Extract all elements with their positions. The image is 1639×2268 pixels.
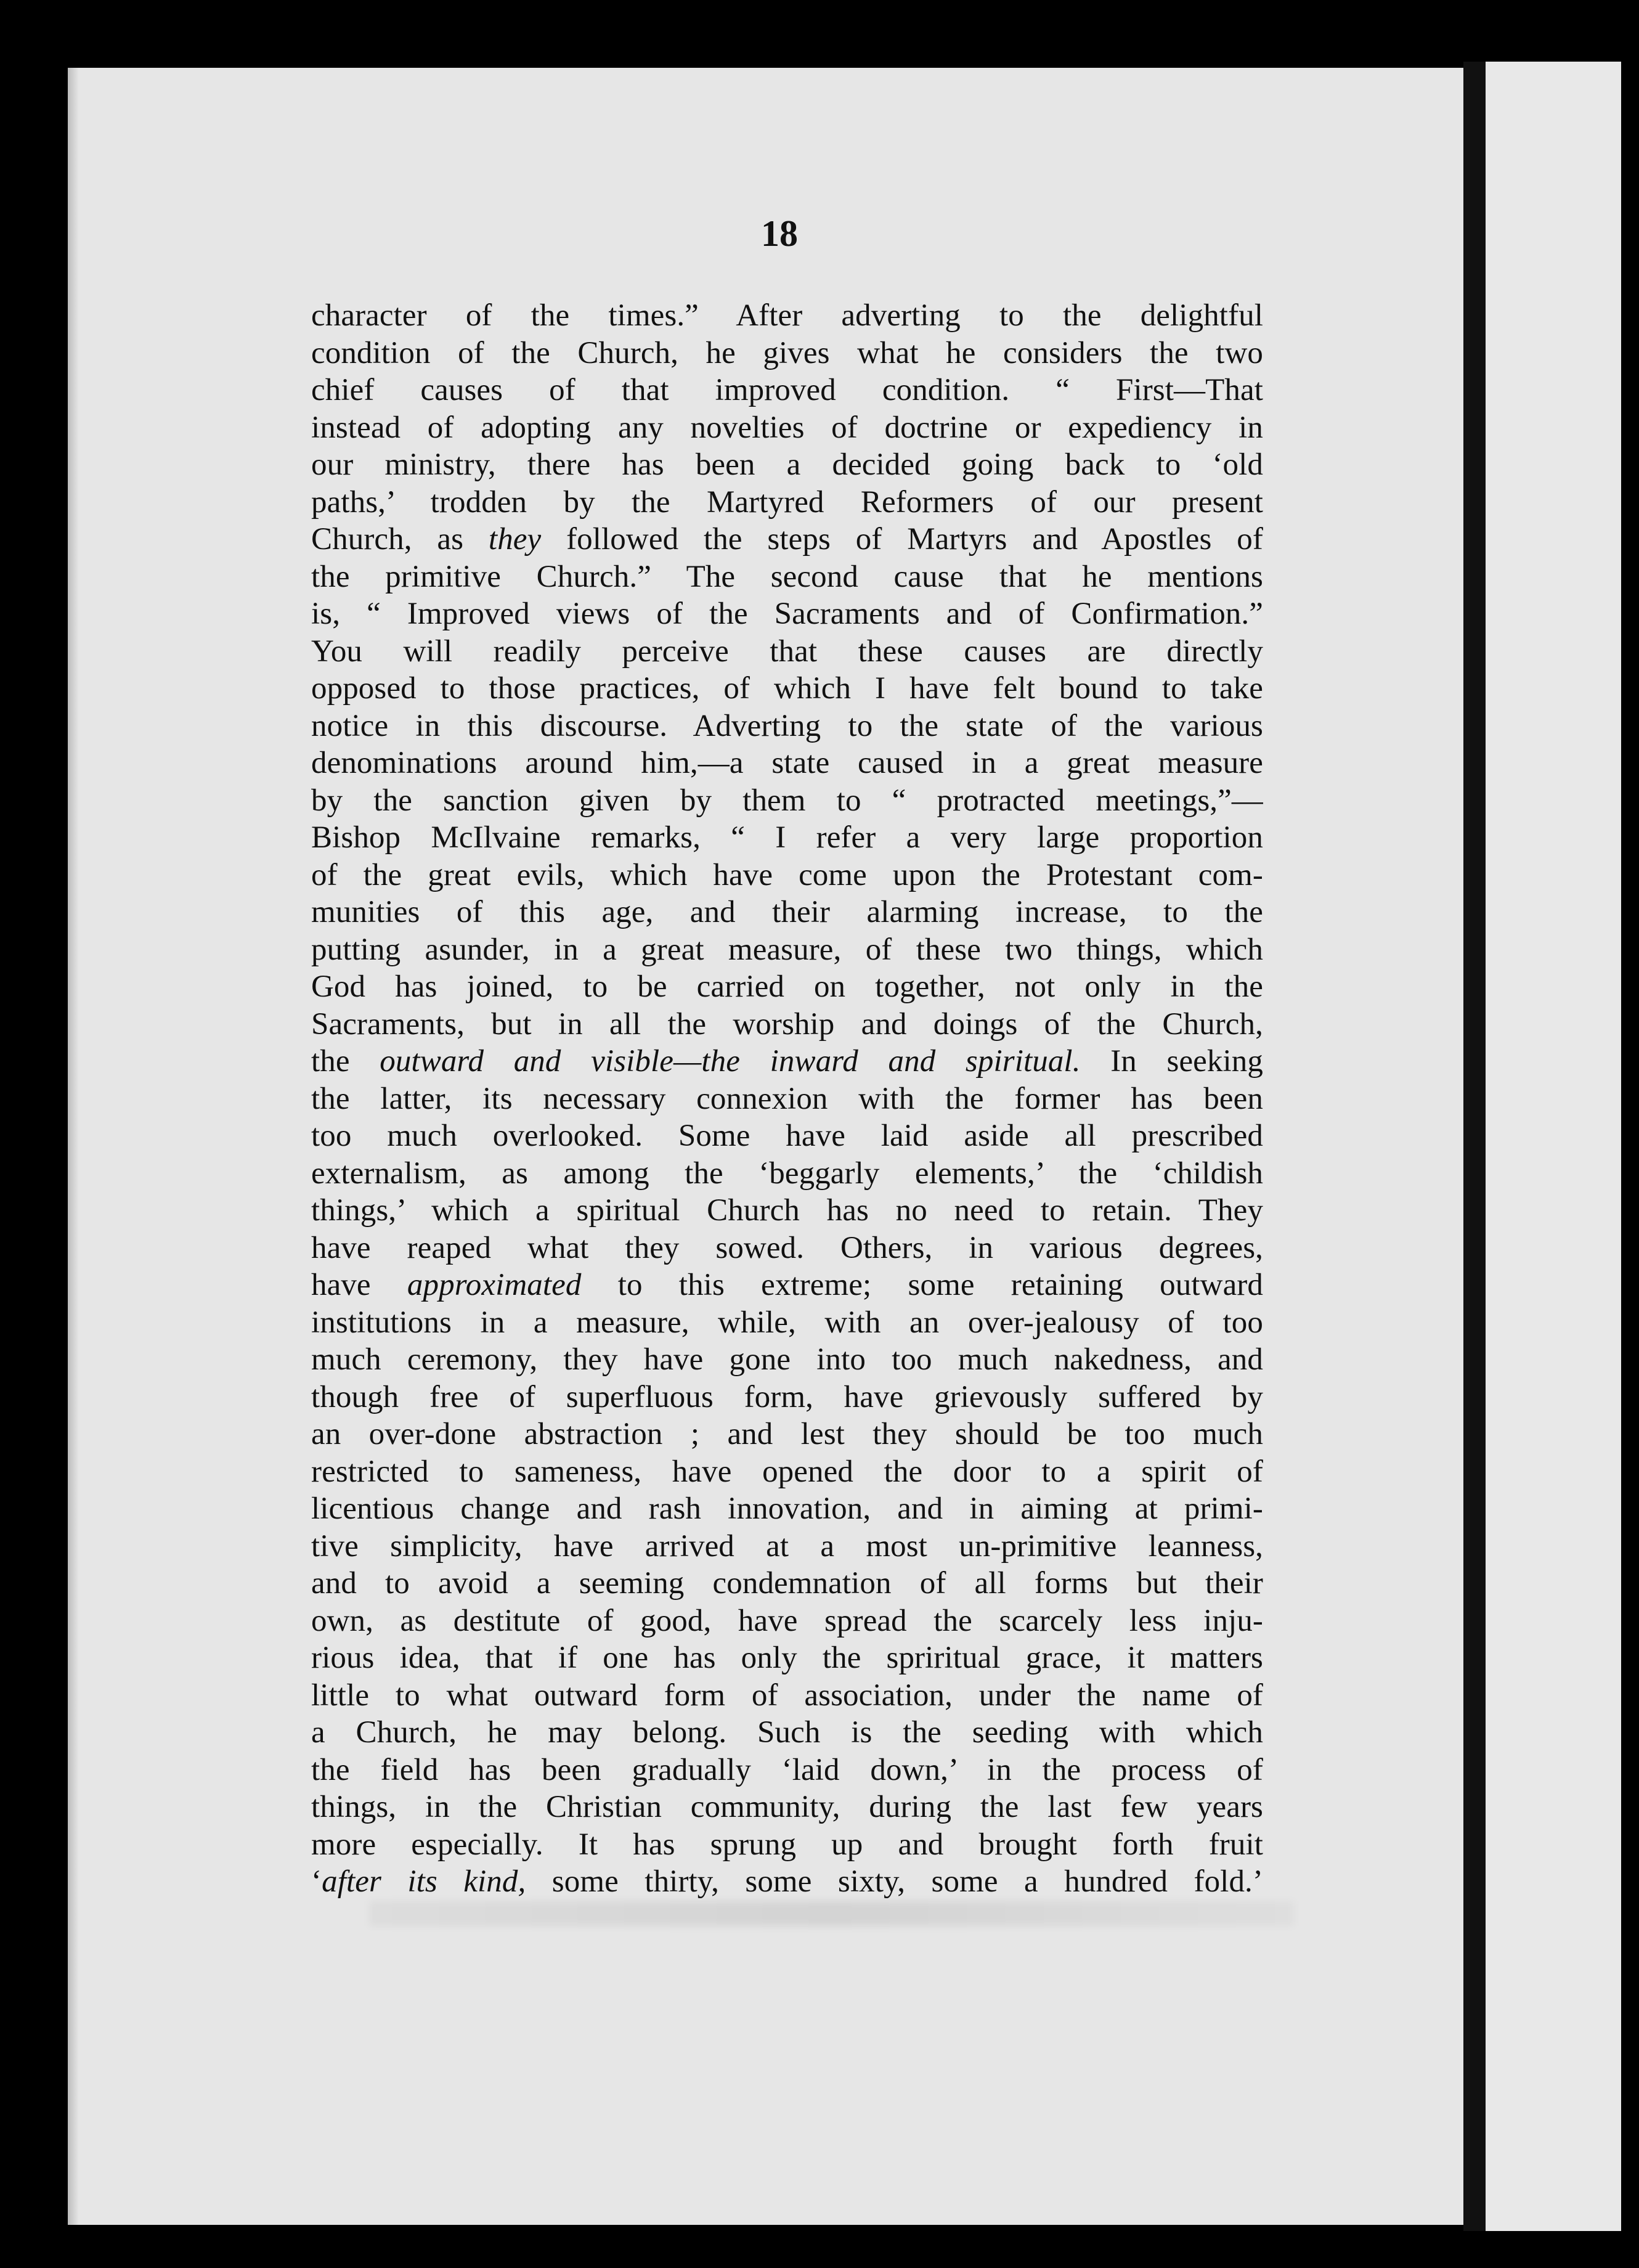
text-line bbox=[311, 1789, 1263, 1826]
text-line bbox=[311, 1677, 1263, 1715]
text-line bbox=[311, 1006, 1263, 1043]
text-span: have bbox=[311, 1268, 407, 1302]
text-line bbox=[311, 595, 1263, 633]
text-span: God has joined, to be carried on together, not only in the bbox=[311, 969, 1263, 1004]
adjacent-page-edge bbox=[1486, 62, 1621, 2231]
text-line bbox=[311, 857, 1263, 894]
text-span: by the sanction given by them to “ protracted meetings,”— bbox=[311, 783, 1263, 818]
page-number: 18 bbox=[761, 213, 798, 254]
text-span: the primitive Church.” The second cause that he mentions bbox=[311, 559, 1263, 594]
text-line bbox=[311, 1230, 1263, 1267]
text-span: little to what outward form of association, under the name of bbox=[311, 1678, 1263, 1713]
text-line bbox=[311, 335, 1263, 372]
italic-text-span: they bbox=[488, 522, 542, 557]
text-span: the field has been gradually ‘laid down,’ in the process of bbox=[311, 1752, 1263, 1787]
text-line bbox=[311, 633, 1263, 671]
text-span: Church, as bbox=[311, 522, 489, 557]
text-span: though free of superfluous form, have grievously suffered by bbox=[311, 1379, 1263, 1414]
text-span: a Church, he may belong. Such is the seeding with which bbox=[311, 1715, 1263, 1750]
text-line bbox=[311, 1863, 1263, 1901]
text-span: ‘ bbox=[311, 1864, 322, 1899]
italic-text-span: outward and visible—the inward and spiritual. bbox=[380, 1044, 1081, 1079]
text-span: chief causes of that improved condition. “ First—That bbox=[311, 373, 1263, 407]
text-line bbox=[311, 708, 1263, 745]
text-line bbox=[311, 1565, 1263, 1602]
text-span: more especially. It has sprung up and brought forth fruit bbox=[311, 1827, 1263, 1862]
text-line bbox=[311, 782, 1263, 820]
text-line bbox=[311, 372, 1263, 409]
text-span: some thirty, some sixty, some a hundred fold.’ bbox=[526, 1864, 1263, 1899]
text-span: an over-done abstraction ; and lest they should be too much bbox=[311, 1417, 1263, 1451]
page-shadow-edge bbox=[68, 68, 79, 2225]
text-line bbox=[311, 1528, 1263, 1565]
text-span: is, “ Improved views of the Sacraments and of Confirmation.” bbox=[311, 597, 1263, 631]
text-line bbox=[311, 1752, 1263, 1789]
text-line bbox=[311, 894, 1263, 931]
text-span: rious idea, that if one has only the spriritual grace, it matters bbox=[311, 1641, 1263, 1675]
body-text bbox=[311, 297, 1263, 1901]
text-span: In seeking bbox=[1080, 1044, 1263, 1079]
text-line bbox=[311, 1080, 1263, 1118]
text-span: denominations around him,—a state caused in a great measure bbox=[311, 746, 1263, 780]
text-line bbox=[311, 1192, 1263, 1230]
text-span: paths,’ trodden by the Martyred Reformers of our present bbox=[311, 484, 1263, 520]
text-line bbox=[311, 484, 1263, 521]
text-span: licentious change and rash innovation, and in aiming at primi- bbox=[311, 1491, 1263, 1526]
text-line bbox=[311, 446, 1263, 484]
text-line bbox=[311, 931, 1263, 969]
text-span: instead of adopting any novelties of doctrine or expediency in bbox=[311, 410, 1263, 445]
text-span: putting asunder, in a great measure, of these two things, which bbox=[311, 932, 1263, 967]
text-span: restricted to sameness, have opened the door to a spirit of bbox=[311, 1454, 1263, 1489]
text-span: too much overlooked. Some have laid aside all prescribed bbox=[311, 1119, 1263, 1153]
text-span: externalism, as among the ‘beggarly elements,’ the ‘childish bbox=[311, 1156, 1263, 1191]
text-line bbox=[311, 297, 1263, 335]
bleed-through-text bbox=[370, 1901, 1294, 1926]
text-span: followed the steps of Martyrs and Apostles of bbox=[541, 522, 1263, 557]
text-span: things,’ which a spiritual Church has no need to retain. They bbox=[311, 1193, 1263, 1228]
text-span: the latter, its necessary connexion with the former has been bbox=[311, 1081, 1263, 1116]
text-span: Bishop McIlvaine remarks, “ I refer a very large proportion bbox=[311, 820, 1263, 855]
text-line bbox=[311, 1714, 1263, 1752]
text-line bbox=[311, 1304, 1263, 1342]
text-span: character of the times.” After adverting to the delightful bbox=[311, 298, 1263, 333]
text-line bbox=[311, 1341, 1263, 1379]
text-span: You will readily perceive that these causes are directly bbox=[311, 634, 1263, 669]
italic-text-span: approximated bbox=[407, 1268, 582, 1302]
text-line bbox=[311, 521, 1263, 558]
text-span: institutions in a measure, while, with an over-jealousy of too bbox=[311, 1305, 1263, 1340]
text-span: much ceremony, they have gone into too much nakedness, and bbox=[311, 1342, 1263, 1377]
text-span: opposed to those practices, of which I have felt bound to take bbox=[311, 671, 1263, 706]
text-span: the bbox=[311, 1044, 380, 1079]
text-line bbox=[311, 1043, 1263, 1080]
text-span: condition of the Church, he gives what he considers the two bbox=[311, 335, 1263, 370]
text-span: and to avoid a seeming condemnation of all forms but their bbox=[311, 1566, 1263, 1601]
text-span: to this extreme; some retaining outward bbox=[581, 1268, 1263, 1302]
text-span: munities of this age, and their alarming increase, to the bbox=[311, 895, 1263, 929]
text-line bbox=[311, 1155, 1263, 1193]
text-line bbox=[311, 819, 1263, 857]
text-span: have reaped what they sowed. Others, in various degrees, bbox=[311, 1230, 1263, 1265]
text-span: things, in the Christian community, during the last few years bbox=[311, 1790, 1263, 1824]
italic-text-span: after its kind, bbox=[322, 1864, 526, 1899]
text-line bbox=[311, 744, 1263, 782]
text-line bbox=[311, 1416, 1263, 1453]
text-span: our ministry, there has been a decided going back to ‘old bbox=[311, 447, 1263, 482]
text-span: of the great evils, which have come upon the Protestant com- bbox=[311, 857, 1263, 892]
binding-gutter bbox=[1463, 62, 1486, 2231]
text-line bbox=[311, 558, 1263, 596]
text-line bbox=[311, 1117, 1263, 1155]
text-line bbox=[311, 1826, 1263, 1864]
text-span: Sacraments, but in all the worship and doings of the Church, bbox=[311, 1006, 1263, 1042]
text-span: own, as destitute of good, have spread the scarcely less inju- bbox=[311, 1603, 1263, 1638]
text-line bbox=[311, 1490, 1263, 1528]
text-line bbox=[311, 968, 1263, 1006]
text-line bbox=[311, 409, 1263, 447]
text-line bbox=[311, 1379, 1263, 1416]
text-line bbox=[311, 1602, 1263, 1640]
text-line bbox=[311, 1267, 1263, 1304]
text-line bbox=[311, 670, 1263, 708]
text-line bbox=[311, 1453, 1263, 1491]
text-line bbox=[311, 1639, 1263, 1677]
text-span: notice in this discourse. Adverting to the state of the various bbox=[311, 708, 1263, 743]
text-span: tive simplicity, have arrived at a most un-primitive leanness, bbox=[311, 1528, 1263, 1564]
